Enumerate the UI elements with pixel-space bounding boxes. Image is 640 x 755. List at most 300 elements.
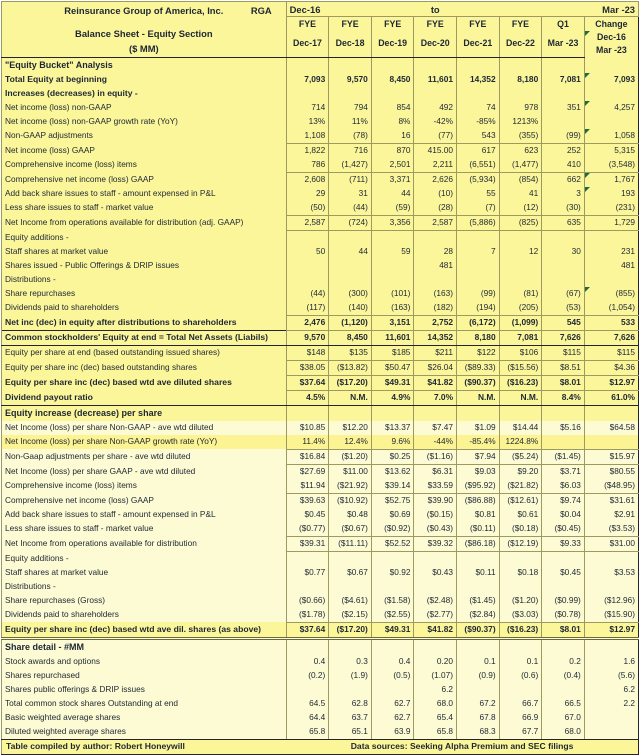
cell-value: ($0.77) xyxy=(286,522,329,537)
cell-value: 9,570 xyxy=(286,330,329,345)
col-header-top-3: FYE xyxy=(414,17,457,32)
cell-value: ($1.16) xyxy=(414,449,457,464)
cell-value xyxy=(542,259,585,273)
row-label: Add back share issues to staff - amount expensed in P&L xyxy=(2,187,287,201)
cell-value: (53) xyxy=(542,301,585,316)
row-label: Net Income (loss) per share Non-GAAP - ave wtd diluted xyxy=(2,421,287,435)
cell-value: $9.03 xyxy=(457,464,500,479)
cell-value: ($10.92) xyxy=(329,493,372,508)
row-label: Non-GAAP adjustments xyxy=(2,129,287,144)
units-label: ($ MM) xyxy=(128,42,159,54)
col-header-date-1: Dec-18 xyxy=(329,31,372,57)
company-name: Reinsurance Group of America, Inc. xyxy=(64,4,224,16)
cell-value: 44 xyxy=(371,187,414,201)
row-label: Net inc (dec) in equity after distributions to shareholders xyxy=(2,315,287,330)
change-value: 231 xyxy=(621,246,635,256)
cell-change-value xyxy=(584,697,638,711)
cell-value: 28 xyxy=(414,245,457,259)
row-label: Equity per share inc (dec) based outstanding shares xyxy=(2,360,287,375)
period-to-label: to xyxy=(329,2,542,17)
footer-sources: Data sources: Seeking Alpha Premium and SEC filings xyxy=(286,739,638,754)
section-heading-share-detail: Share detail - #MM xyxy=(2,638,287,655)
change-value: $12.97 xyxy=(609,377,635,387)
cell-change-value xyxy=(584,287,638,301)
cell-value: ($21.92) xyxy=(329,479,372,494)
cell-value xyxy=(542,683,585,697)
cell-value: 716 xyxy=(329,143,372,158)
row-label: Add back share issues to staff - amount expensed in P&L xyxy=(2,508,287,522)
cell-value: $37.64 xyxy=(286,375,329,390)
cell-value: $0.45 xyxy=(286,508,329,522)
cell-value: 3,371 xyxy=(371,172,414,187)
change-value: $31.00 xyxy=(609,538,635,548)
company-name-line xyxy=(8,4,280,17)
table-row xyxy=(2,259,639,273)
equity-analysis-table xyxy=(1,1,639,755)
cell-value: ($0.67) xyxy=(329,522,372,537)
col-header-date-0: Dec-17 xyxy=(286,31,329,57)
cell-change-value xyxy=(584,622,638,638)
cell-change-value xyxy=(584,215,638,230)
cell-value: 0.4 xyxy=(286,655,329,669)
cell-value: $39.63 xyxy=(286,493,329,508)
cell-change-value xyxy=(584,508,638,522)
row-label: Equity additions - xyxy=(2,230,287,245)
cell-value xyxy=(457,259,500,273)
row-label: Net Income (loss) per share GAAP - ave wtd diluted xyxy=(2,464,287,479)
col-header-date-3: Dec-20 xyxy=(414,31,457,57)
section-heading-spacer xyxy=(499,405,542,421)
row-label: Share repurchases xyxy=(2,287,287,301)
cell-change-value xyxy=(584,725,638,740)
cell-value xyxy=(371,683,414,697)
period-start-label: Dec-16 xyxy=(286,2,329,17)
cell-value: 623 xyxy=(499,143,542,158)
cell-value: ($0.92) xyxy=(371,522,414,537)
cell-value: 870 xyxy=(371,143,414,158)
table-row xyxy=(2,464,639,479)
cell-value: 8,180 xyxy=(457,330,500,345)
change-value: ($12.96) xyxy=(604,595,635,605)
cell-value: $0.61 xyxy=(499,508,542,522)
cell-value: -42% xyxy=(414,115,457,129)
table-row xyxy=(2,421,639,435)
cell-value xyxy=(414,580,457,594)
change-value: $3.53 xyxy=(614,567,635,577)
row-label: Share repurchases (Gross) xyxy=(2,594,287,608)
cell-change-value xyxy=(584,375,638,390)
row-label: Distributions - xyxy=(2,580,287,594)
cell-value xyxy=(371,259,414,273)
comment-marker-icon xyxy=(585,173,590,178)
col-header-date-4: Dec-21 xyxy=(457,31,500,57)
cell-value: 65.8 xyxy=(414,725,457,740)
col-header-top-5: FYE xyxy=(499,17,542,32)
table-row xyxy=(2,551,639,566)
row-label: Dividends paid to shareholders xyxy=(2,301,287,316)
cell-value: $12.20 xyxy=(329,421,372,435)
cell-value: $8.01 xyxy=(542,375,585,390)
cell-value: $0.77 xyxy=(286,566,329,580)
cell-value: $185 xyxy=(371,345,414,360)
cell-value: 3,151 xyxy=(371,315,414,330)
cell-value: 7,081 xyxy=(542,73,585,87)
table-row xyxy=(2,158,639,173)
cell-value: $16.84 xyxy=(286,449,329,464)
cell-value: $10.85 xyxy=(286,421,329,435)
cell-value: 2,211 xyxy=(414,158,457,173)
cell-change-value xyxy=(584,608,638,623)
cell-value: $11.00 xyxy=(329,464,372,479)
row-label: Equity per share inc (dec) based wtd ave diluted shares xyxy=(2,375,287,390)
cell-value xyxy=(414,87,457,101)
cell-value xyxy=(286,230,329,245)
cell-value: N.M. xyxy=(499,390,542,405)
cell-value: ($1.20) xyxy=(329,449,372,464)
change-value: 193 xyxy=(621,188,635,198)
cell-value: ($12.61) xyxy=(499,493,542,508)
cell-change-value xyxy=(584,187,638,201)
section-heading-spacer xyxy=(286,57,329,73)
cell-value: 2,587 xyxy=(286,215,329,230)
cell-value: 30 xyxy=(542,245,585,259)
cell-value: ($2.55) xyxy=(371,608,414,623)
cell-value: (140) xyxy=(329,301,372,316)
cell-value: $0.11 xyxy=(457,566,500,580)
row-label: Comprehensive net income (loss) GAAP xyxy=(2,493,287,508)
cell-value: (163) xyxy=(371,301,414,316)
table-row xyxy=(2,172,639,187)
row-label: Staff shares at market value xyxy=(2,245,287,259)
cell-value: $13.37 xyxy=(371,421,414,435)
cell-value: 0.2 xyxy=(542,655,585,669)
cell-value: $0.45 xyxy=(542,566,585,580)
row-label: Shares public offerings & DRIP issues xyxy=(2,683,287,697)
change-col-from: Dec-16 xyxy=(596,32,626,42)
cell-value: 14,352 xyxy=(457,73,500,87)
cell-change-value xyxy=(584,421,638,435)
cell-value: (99) xyxy=(457,287,500,301)
cell-change-value xyxy=(584,115,638,129)
col-header-date-5: Dec-22 xyxy=(499,31,542,57)
row-label: Dividend payout ratio xyxy=(2,390,287,405)
cell-value: 7,081 xyxy=(499,330,542,345)
cell-value: $0.18 xyxy=(499,566,542,580)
section-heading-spacer xyxy=(329,405,372,421)
table-row xyxy=(2,143,639,158)
cell-value xyxy=(457,580,500,594)
cell-value xyxy=(371,87,414,101)
cell-value: 714 xyxy=(286,101,329,115)
change-col-to: Mar -23 xyxy=(596,45,627,55)
cell-value: 854 xyxy=(371,101,414,115)
cell-value: (1,427) xyxy=(329,158,372,173)
cell-value: $6.31 xyxy=(414,464,457,479)
cell-value: 9,570 xyxy=(329,73,372,87)
cell-value: ($15.56) xyxy=(499,360,542,375)
cell-change-value xyxy=(584,536,638,551)
cell-value: 786 xyxy=(286,158,329,173)
cell-value xyxy=(371,551,414,566)
comment-marker-icon xyxy=(585,101,590,106)
row-label: Basic weighted average shares xyxy=(2,711,287,725)
table-row xyxy=(2,115,639,129)
cell-value: ($2.77) xyxy=(414,608,457,623)
change-value: $64.58 xyxy=(609,422,635,432)
table-row xyxy=(2,245,639,259)
cell-value: $0.92 xyxy=(371,566,414,580)
cell-value: $7.94 xyxy=(457,449,500,464)
cell-value: (67) xyxy=(542,287,585,301)
cell-value: ($0.43) xyxy=(414,522,457,537)
cell-change-value xyxy=(584,711,638,725)
table-row xyxy=(2,287,639,301)
cell-value: -85.4% xyxy=(457,435,500,450)
section-heading-spacer xyxy=(329,57,372,73)
cell-value xyxy=(371,580,414,594)
table-row xyxy=(2,536,639,551)
cell-value: 63.7 xyxy=(329,711,372,725)
cell-value: (1.9) xyxy=(329,669,372,683)
cell-value: (1,099) xyxy=(499,315,542,330)
cell-value: (59) xyxy=(371,201,414,216)
cell-value: ($11.11) xyxy=(329,536,372,551)
change-value: (1,054) xyxy=(608,302,635,312)
cell-value: 65.4 xyxy=(414,711,457,725)
cell-value: 11,601 xyxy=(414,73,457,87)
table-row xyxy=(2,479,639,494)
cell-value: $37.64 xyxy=(286,622,329,638)
cell-value: 978 xyxy=(499,101,542,115)
section-heading-spacer xyxy=(329,638,372,655)
cell-value xyxy=(499,551,542,566)
cell-change-value xyxy=(584,245,638,259)
cell-value: 55 xyxy=(457,187,500,201)
cell-value: 12.4% xyxy=(329,435,372,450)
cell-value: (5,886) xyxy=(457,215,500,230)
section-heading-spacer xyxy=(499,57,542,73)
cell-value: 2,587 xyxy=(414,215,457,230)
cell-value: 415.00 xyxy=(414,143,457,158)
cell-value: ($0.78) xyxy=(542,608,585,623)
cell-value xyxy=(371,273,414,287)
change-value: (5.6) xyxy=(617,670,635,680)
cell-change-value xyxy=(584,259,638,273)
cell-value: 67.2 xyxy=(457,697,500,711)
cell-value: (6,172) xyxy=(457,315,500,330)
row-label: Dividends paid to shareholders xyxy=(2,608,287,623)
section-heading-row xyxy=(2,638,639,655)
cell-value: $7.47 xyxy=(414,421,457,435)
cell-value: ($1.58) xyxy=(371,594,414,608)
cell-value: ($89.33) xyxy=(457,360,500,375)
section-heading-spacer xyxy=(371,57,414,73)
table-row xyxy=(2,493,639,508)
row-label: Net income (loss) non-GAAP growth rate (YoY) xyxy=(2,115,287,129)
cell-value: 481 xyxy=(414,259,457,273)
cell-value xyxy=(329,87,372,101)
row-label: Non-Gaap adjustments per share - ave wtd diluted xyxy=(2,449,287,464)
row-label: Comprehensive income (loss) items xyxy=(2,479,287,494)
cell-value: ($17.20) xyxy=(329,375,372,390)
comment-marker-icon xyxy=(585,73,590,78)
cell-value: (12) xyxy=(499,201,542,216)
table-row xyxy=(2,73,639,87)
cell-value: (99) xyxy=(542,129,585,144)
change-value: 481 xyxy=(621,260,635,270)
cell-value: $0.81 xyxy=(457,508,500,522)
cell-value: ($5.24) xyxy=(499,449,542,464)
cell-value: 492 xyxy=(414,101,457,115)
table-row xyxy=(2,360,639,375)
cell-value: (6,551) xyxy=(457,158,500,173)
table-row xyxy=(2,435,639,450)
cell-value: 1224.8% xyxy=(499,435,542,450)
table-row xyxy=(2,711,639,725)
cell-value: $0.04 xyxy=(542,508,585,522)
change-value: 4,257 xyxy=(614,102,635,112)
cell-value: 9.6% xyxy=(371,435,414,450)
cell-change-value xyxy=(584,580,638,594)
cell-change-value xyxy=(584,594,638,608)
cell-value: 0.3 xyxy=(329,655,372,669)
cell-value: ($16.23) xyxy=(499,375,542,390)
row-label: Less share issues to staff - market value xyxy=(2,522,287,537)
change-value: ($3.53) xyxy=(608,523,635,533)
col-header-top-6: Q1 xyxy=(542,17,585,32)
cell-value: 65.1 xyxy=(329,725,372,740)
cell-value xyxy=(499,87,542,101)
cell-value: $33.59 xyxy=(414,479,457,494)
cell-value: 3 xyxy=(542,187,585,201)
row-label: Total common stock shares Outstanding at end xyxy=(2,697,287,711)
cell-value: 63.9 xyxy=(371,725,414,740)
cell-value: 8,450 xyxy=(371,73,414,87)
table-row xyxy=(2,449,639,464)
ticker-symbol: RGA xyxy=(250,4,272,16)
cell-value: $1.09 xyxy=(457,421,500,435)
cell-value: 3,356 xyxy=(371,215,414,230)
cell-change-value xyxy=(584,315,638,330)
cell-value: 13% xyxy=(286,115,329,129)
cell-value: ($90.37) xyxy=(457,622,500,638)
cell-value: $14.44 xyxy=(499,421,542,435)
table-row xyxy=(2,345,639,360)
section-heading-spacer xyxy=(584,405,638,421)
cell-value: (28) xyxy=(414,201,457,216)
cell-value: $39.31 xyxy=(286,536,329,551)
cell-value: $52.52 xyxy=(371,536,414,551)
section-heading-spacer xyxy=(414,405,457,421)
cell-value: (77) xyxy=(414,129,457,144)
col-header-top-1: FYE xyxy=(329,17,372,32)
cell-value: ($0.18) xyxy=(499,522,542,537)
change-value: $80.55 xyxy=(609,466,635,476)
cell-value: 66.9 xyxy=(499,711,542,725)
cell-change-value xyxy=(584,158,638,173)
table-row xyxy=(2,375,639,390)
cell-value: 794 xyxy=(329,101,372,115)
cell-value: 662 xyxy=(542,172,585,187)
cell-value: 0.20 xyxy=(414,655,457,669)
cell-value: $8.51 xyxy=(542,360,585,375)
section-heading-spacer xyxy=(457,638,500,655)
statement-name: Balance Sheet - Equity Section xyxy=(75,27,213,39)
cell-change-value xyxy=(584,566,638,580)
row-label: Net income (loss) GAAP xyxy=(2,143,287,158)
cell-value xyxy=(329,259,372,273)
cell-value: 67.8 xyxy=(457,711,500,725)
cell-value: ($13.82) xyxy=(329,360,372,375)
cell-value: 29 xyxy=(286,187,329,201)
cell-value: ($2.15) xyxy=(329,608,372,623)
table-row xyxy=(2,215,639,230)
cell-value: ($1.20) xyxy=(499,594,542,608)
row-label: Net Income from operations available for distribution xyxy=(2,536,287,551)
table-row xyxy=(2,230,639,245)
cell-value: ($21.82) xyxy=(499,479,542,494)
col-header-top-0: FYE xyxy=(286,17,329,32)
cell-change-value xyxy=(584,129,638,144)
cell-value: 635 xyxy=(542,215,585,230)
cell-value: (0.2) xyxy=(286,669,329,683)
section-heading-spacer xyxy=(371,638,414,655)
cell-value: 8% xyxy=(371,115,414,129)
cell-value xyxy=(499,683,542,697)
cell-value xyxy=(457,683,500,697)
section-heading-spacer xyxy=(371,405,414,421)
cell-change-value xyxy=(584,449,638,464)
row-label: Diluted weighted average shares xyxy=(2,725,287,740)
cell-value: (355) xyxy=(499,129,542,144)
cell-value xyxy=(457,273,500,287)
cell-value: 2,752 xyxy=(414,315,457,330)
cell-value xyxy=(542,87,585,101)
cell-value xyxy=(457,87,500,101)
cell-value: 41 xyxy=(499,187,542,201)
cell-value: (10) xyxy=(414,187,457,201)
section-heading-spacer xyxy=(542,57,585,73)
cell-value: ($1.45) xyxy=(542,449,585,464)
cell-value: $115 xyxy=(542,345,585,360)
cell-change-value xyxy=(584,273,638,287)
cell-value xyxy=(542,580,585,594)
cell-value: N.M. xyxy=(329,390,372,405)
cell-value: (1,477) xyxy=(499,158,542,173)
cell-value: 16 xyxy=(371,129,414,144)
cell-value: (0.9) xyxy=(457,669,500,683)
section-heading-spacer xyxy=(584,57,638,73)
cell-value: ($86.88) xyxy=(457,493,500,508)
table-row xyxy=(2,622,639,638)
cell-value: ($90.37) xyxy=(457,375,500,390)
cell-value xyxy=(286,551,329,566)
row-label: Net Income (loss) per share Non-GAAP growth rate (YoY) xyxy=(2,435,287,450)
table-row xyxy=(2,566,639,580)
row-label: Net income (loss) non-GAAP xyxy=(2,101,287,115)
cell-value: 252 xyxy=(542,143,585,158)
change-value: $115 xyxy=(617,347,635,357)
cell-change-value xyxy=(584,683,638,697)
table-row xyxy=(2,669,639,683)
cell-value: 11,601 xyxy=(371,330,414,345)
change-value: 5,315 xyxy=(614,145,635,155)
cell-value: 617 xyxy=(457,143,500,158)
cell-value xyxy=(371,230,414,245)
cell-value: ($0.11) xyxy=(457,522,500,537)
cell-value: 11% xyxy=(329,115,372,129)
cell-value: $39.90 xyxy=(414,493,457,508)
